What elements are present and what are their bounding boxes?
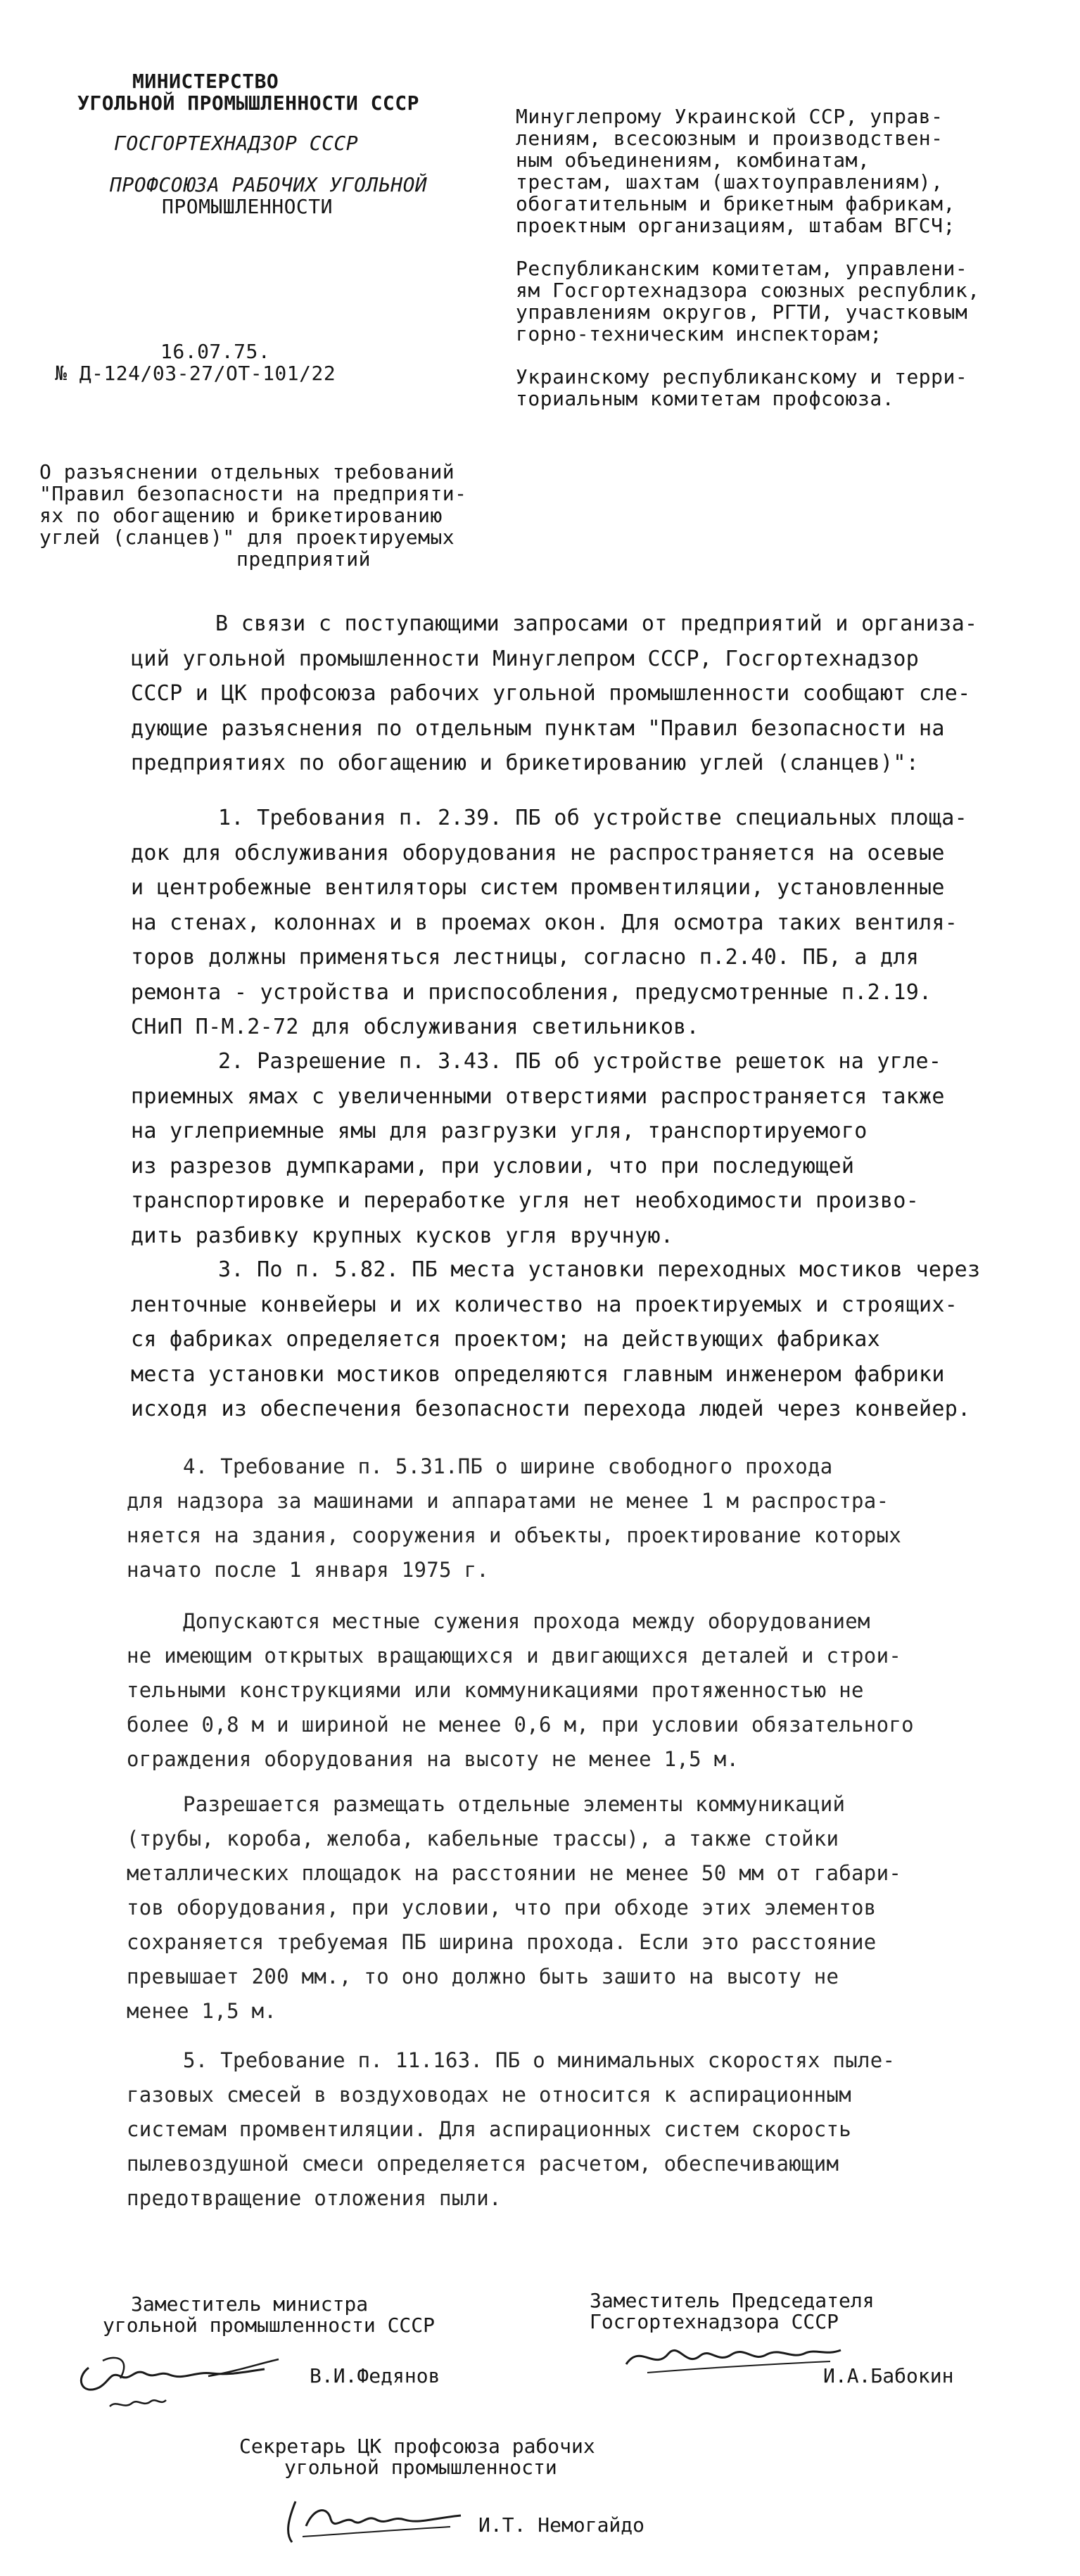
signature-bottom-title xyxy=(239,2436,732,2478)
item-3-line: ся фабриках определяется проектом; на действующих фабриках xyxy=(131,1327,880,1352)
recipient-line: Украинскому республиканскому и терри- xyxy=(516,365,968,388)
recipient-line: ториальным комитетам профсоюза. xyxy=(516,387,895,410)
signature-right-name: И.А.Бабокин xyxy=(823,2364,954,2387)
signature-left-title xyxy=(103,2294,525,2336)
item-4-p2-line: не имеющим открытых вращающихся и двигающихся деталей и строи- xyxy=(127,1644,902,1668)
intro-line: В связи с поступающими запросами от предприятий и организа- xyxy=(215,611,978,636)
item-3 xyxy=(131,1252,1074,1427)
item-5-line: системам промвентиляции. Для аспирационных систем скорость xyxy=(127,2117,852,2141)
recipient-line: обогатительным и брикетным фабрикам, xyxy=(516,192,955,215)
item-1-line: на стенах, колоннах и в проемах окон. Для осмотра таких вентиля- xyxy=(131,910,958,935)
item-5-line: газовых смесей в воздуховодах не относится к аспирационным xyxy=(127,2083,852,2107)
item-4 xyxy=(127,1449,1041,1587)
item-3-line: 3. По п. 5.82. ПБ места установки переходных мостиков через xyxy=(218,1257,981,1282)
item-4-line: няется на здания, сооружения и объекты, проектирование которых xyxy=(127,1523,902,1547)
item-4-line: начато после 1 января 1975 г. xyxy=(127,1558,490,1582)
recipients-block xyxy=(516,106,1065,410)
item-2-line: приемных ямах с увеличенными отверстиями распространяется также xyxy=(131,1084,945,1109)
item-4-p2-line: более 0,8 м и шириной не менее 0,6 м, при условии обязательного xyxy=(127,1713,914,1737)
item-3-line: ленточные конвейеры и их количество на проектируемых и строящих- xyxy=(131,1292,958,1317)
handwritten-signature-right xyxy=(619,2329,844,2385)
signature-right-title xyxy=(590,2290,1040,2333)
intro-line: СССР и ЦК профсоюза рабочих угольной промышленности сообщают сле- xyxy=(131,681,971,706)
signature-bottom-title-line: Секретарь ЦК профсоюза рабочих xyxy=(239,2435,595,2458)
sender-block xyxy=(42,70,493,217)
item-4-p3-line: сохраняется требуемая ПБ ширина прохода. Если это расстояние xyxy=(127,1930,877,1954)
subject-line: О разъяснении отдельных требований xyxy=(39,460,455,483)
item-2-line: дить разбивку крупных кусков угля вручную. xyxy=(131,1223,674,1248)
recipients-group-3 xyxy=(516,366,1065,410)
item-4-p3-line: металлических площадок на расстоянии не менее 50 мм от габари- xyxy=(127,1861,902,1885)
signature-bottom-name: И.Т. Немогайдо xyxy=(478,2513,645,2537)
signature-right-title-line: Заместитель Председателя xyxy=(590,2289,875,2312)
item-4-p3-line: (трубы, короба, желоба, кабельные трассы), а также стойки xyxy=(127,1827,839,1851)
recipient-line: лениям, всесоюзным и производствен- xyxy=(516,127,944,150)
item-1-line: док для обслуживания оборудования не распространяется на осевые xyxy=(131,840,945,865)
item-4-p3-line: Разрешается размещать отдельные элементы коммуникаций xyxy=(183,1792,846,1816)
subject-line: предприятий xyxy=(236,547,371,571)
signature-left-title-line: Заместитель министра xyxy=(131,2292,369,2316)
item-4-p2-line: тельными конструкциями или коммуникациями протяженностью не xyxy=(127,1678,864,1702)
recipient-line: горно-техническим инспекторам; xyxy=(516,322,882,345)
intro-line: предприятиях по обогащению и брикетированию углей (сланцев)": xyxy=(131,751,920,775)
doc-number: № Д-124/03-27/ОТ-101/22 xyxy=(55,362,336,385)
item-2-line: на углеприемные ямы для разгрузки угля, транспортируемого xyxy=(131,1119,868,1143)
item-4-paragraph-2 xyxy=(127,1604,1041,1777)
item-1-line: и центробежные вентиляторы систем промвентиляции, установленные xyxy=(131,875,945,900)
item-5-line: пылевоздушной смеси определяется расчетом, обеспечивающим xyxy=(127,2152,839,2176)
doc-meta xyxy=(55,341,477,384)
signature-left-title-line: угольной промышленности СССР xyxy=(103,2314,436,2337)
sender-ministry-2: УГОЛЬНОЙ ПРОМЫШЛЕННОСТИ СССР xyxy=(77,91,420,115)
item-1 xyxy=(131,801,1067,1045)
recipients-group-2 xyxy=(516,258,1065,345)
handwritten-signature-bottom xyxy=(274,2487,471,2551)
recipient-line: ям Госгортехнадзора союзных республик, xyxy=(516,279,980,302)
signature-bottom-title-line: угольной промышленности xyxy=(284,2456,557,2479)
signature-right-title-line: Госгортехнадзора СССР xyxy=(590,2310,839,2333)
recipient-line: Минуглепрому Украинской ССР, управ- xyxy=(516,105,944,128)
item-1-line: торов должны применяться лестницы, согласно п.2.40. ПБ, а для xyxy=(131,945,920,970)
subject-block xyxy=(39,461,546,570)
recipient-line: Республиканским комитетам, управлени- xyxy=(516,257,968,280)
item-1-line: 1. Требования п. 2.39. ПБ об устройстве специальных площа- xyxy=(218,806,967,830)
item-4-p3-line: менее 1,5 м. xyxy=(127,1999,277,2023)
item-2-line: транспортировке и переработке угля нет необходимости произво- xyxy=(131,1188,920,1213)
item-4-p3-line: тов оборудования, при условии, что при обходе этих элементов xyxy=(127,1896,877,1920)
item-4-line: 4. Требование п. 5.31.ПБ о ширине свободного прохода xyxy=(183,1454,833,1478)
item-1-line: СНиП П-М.2-72 для обслуживания светильников. xyxy=(131,1015,699,1039)
subject-line: углей (сланцев)" для проектируемых xyxy=(39,526,455,549)
sender-union-2: ПРОМЫШЛЕННОСТИ xyxy=(162,195,333,218)
item-4-p3-line: превышает 200 мм., то оно должно быть зашито на высоту не xyxy=(127,1965,839,1988)
recipient-line: ным объединениям, комбинатам, xyxy=(516,148,870,172)
intro-line: ций угольной промышленности Минуглепром СССР, Госгортехнадзор xyxy=(131,646,920,671)
doc-date: 16.07.75. xyxy=(160,340,271,363)
item-5-line: предотвращение отложения пыли. xyxy=(127,2186,502,2210)
sender-ministry: МИНИСТЕРСТВО xyxy=(132,70,279,93)
item-2-line: 2. Разрешение п. 3.43. ПБ об устройстве решеток на угле- xyxy=(218,1049,942,1074)
handwritten-signature-left xyxy=(68,2340,293,2417)
intro-paragraph xyxy=(131,607,1067,781)
intro-line: дующие разъяснения по отдельным пунктам "Правил безопасности на xyxy=(131,716,945,741)
recipients-group-1 xyxy=(516,106,1065,236)
item-4-paragraph-3 xyxy=(127,1787,1041,2029)
item-4-line: для надзора за машинами и аппаратами не менее 1 м распростра- xyxy=(127,1489,889,1513)
item-1-line: ремонта - устройства и приспособления, предусмотренные п.2.19. xyxy=(131,979,932,1005)
item-2-line: из разрезов думпкарами, при условии, что при последующей xyxy=(131,1153,855,1179)
recipient-line: управлениям округов, РГТИ, участковым xyxy=(516,300,968,324)
item-2 xyxy=(131,1044,1067,1253)
item-4-p2-line: ограждения оборудования на высоту не менее 1,5 м. xyxy=(127,1747,739,1771)
recipient-line: проектным организациям, штабам ВГСЧ; xyxy=(516,214,955,237)
recipient-line: трестам, шахтам (шахтоуправлениям), xyxy=(516,170,944,193)
subject-line: "Правил безопасности на предприяти- xyxy=(39,482,467,505)
item-3-line: исходя из обеспечения безопасности перехода людей через конвейер. xyxy=(131,1397,971,1421)
item-5 xyxy=(127,2043,1041,2216)
item-5-line: 5. Требование п. 11.163. ПБ о минимальных скоростях пыле- xyxy=(183,2048,896,2072)
item-4-p2-line: Допускаются местные сужения прохода между оборудованием xyxy=(183,1609,870,1633)
item-3-line: места установки мостиков определяются главным инженером фабрики xyxy=(131,1362,945,1387)
sender-gosgortechnadzor: ГОСГОРТЕХНАДЗОР СССР xyxy=(114,132,359,155)
signature-left-name: В.И.Федянов xyxy=(310,2364,440,2387)
subject-line: ях по обогащению и брикетированию xyxy=(39,504,443,527)
sender-union: ПРОФСОЮЗА РАБОЧИХ УГОЛЬНОЙ xyxy=(110,173,428,196)
